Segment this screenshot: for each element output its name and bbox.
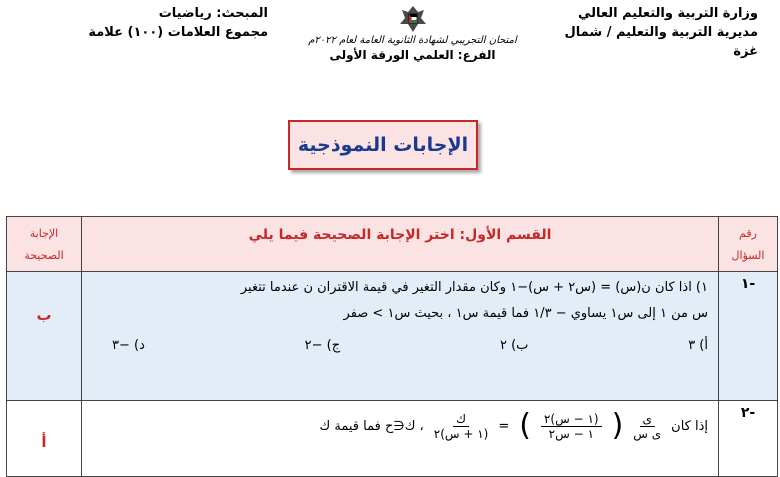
- directorate-name: مديرية التربية والتعليم / شمال: [564, 25, 758, 40]
- page-title: الإجابات النموذجية: [288, 120, 478, 170]
- question-formula: [82, 401, 718, 441]
- options-row: [82, 324, 718, 353]
- table-row: [7, 401, 778, 477]
- ministry-name: وزارة التربية والتعليم العالي: [577, 6, 758, 21]
- ministry-block: [565, 4, 758, 61]
- number-header: [719, 217, 778, 272]
- answer-header: [7, 217, 82, 272]
- subject-label: المبحث: رياضيات: [158, 6, 268, 21]
- exam-info: [300, 4, 525, 63]
- result-fraction: [434, 412, 489, 441]
- open-paren: (: [611, 408, 624, 443]
- marks-label: مجموع العلامات (١٠٠) علامة: [88, 25, 268, 40]
- answer-cell: [7, 401, 82, 477]
- close-paren: ): [519, 408, 531, 443]
- question-number-cell: [719, 272, 778, 401]
- exam-title: امتحان التجريبي لشهادة الثانوية العامة لعام ٢٠٢٢م: [308, 35, 517, 46]
- option-a: أ) ٣: [688, 338, 708, 353]
- answer-header-line1: الإجابة: [29, 227, 59, 240]
- derivative-denominator: ى س: [633, 426, 662, 441]
- question-cell: [82, 272, 719, 401]
- question-text-line1: ١) اذا كان ن(س) = (س٢ + س)−١ وكان مقدار التغير في قيمة الاقتران ن عندما تتغير: [240, 280, 708, 295]
- answers-table: [6, 216, 778, 477]
- answer-cell: [7, 272, 82, 401]
- function-fraction: [541, 412, 602, 441]
- question-intro: إذا كان: [671, 418, 708, 434]
- correct-answer: ب: [36, 306, 52, 324]
- table-header-row: [7, 217, 778, 272]
- result-denominator: (١ + س)٢: [433, 426, 489, 441]
- table-row: [7, 272, 778, 401]
- function-denominator: ١ − س٢: [548, 426, 594, 441]
- question-condition: ، ك∈ح فما قيمة ك: [319, 418, 424, 434]
- question-number: -١: [740, 276, 756, 292]
- result-numerator: ك: [453, 412, 469, 427]
- option-b: ب) ٢: [499, 338, 529, 353]
- city-name: غزة: [733, 44, 758, 59]
- subject-block: [88, 4, 268, 42]
- section-title: القسم الأول: اختر الإجابة الصحيحة فيما يلي: [248, 227, 552, 243]
- option-d: د) −٣: [112, 338, 145, 353]
- question-number: -٢: [740, 405, 756, 421]
- function-numerator: (١ − س)٢: [541, 412, 602, 427]
- answer-header-line2: الصحيحة: [24, 249, 64, 262]
- equals-sign: =: [498, 418, 510, 434]
- question-text-line2: س من ١ إلى س١ يساوي − ١/٣ فما قيمة س١ ، بحيث س١ > صفر: [343, 306, 708, 321]
- palestine-emblem-icon: [396, 4, 430, 34]
- question-cell: [82, 401, 719, 477]
- number-header-line1: رقم: [739, 227, 757, 240]
- question-number-cell: [719, 401, 778, 477]
- section-header: [82, 217, 719, 272]
- derivative-numerator: ى: [640, 412, 655, 427]
- correct-answer: أ: [41, 433, 47, 451]
- option-c: ج) −٢: [304, 338, 341, 353]
- number-header-line2: السؤال: [731, 249, 765, 262]
- derivative-fraction: [633, 412, 661, 441]
- branch-label: الفرع: العلمي الورقة الأولى: [329, 48, 496, 62]
